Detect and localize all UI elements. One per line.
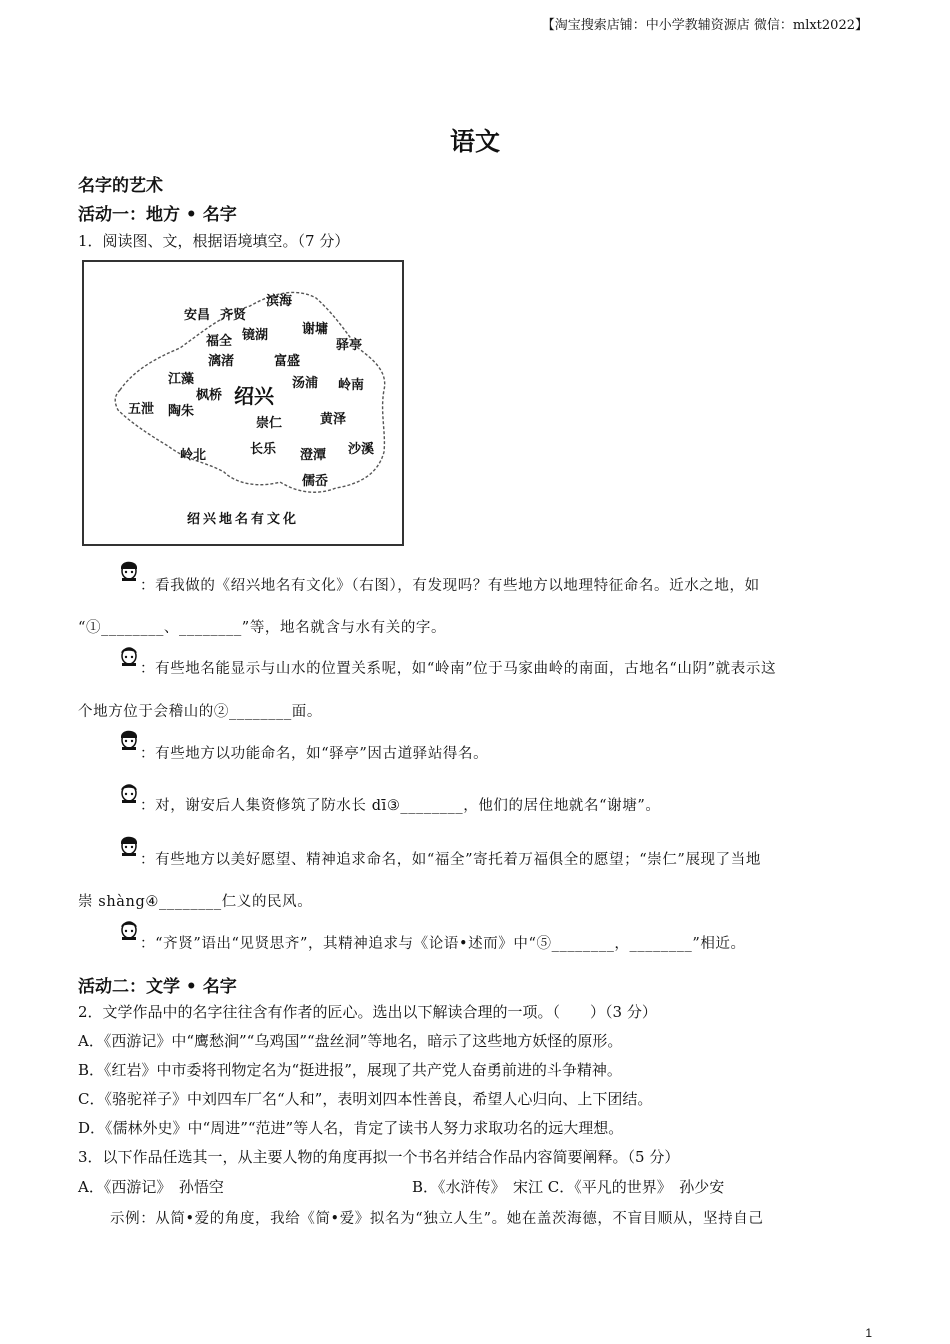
- map-label: 枫桥: [196, 388, 223, 403]
- question-3: 3．以下作品任选其一，从主要人物的角度再拟一个书名并结合作品内容简要阐释。（5 分）: [78, 1148, 680, 1166]
- q3-option-bc: B．《水浒传》 宋江 C．《平凡的世界》 孙少安: [412, 1178, 725, 1196]
- dialogue-1-line-1: ：看我做的《绍兴地名有文化》（右图），有发现吗？有些地方以地理特征命名。近水之地，如: [140, 578, 760, 594]
- map-label: 驿亭: [336, 338, 363, 353]
- option-a: A．《西游记》中“鹰愁涧”“乌鸡国”“盘丝洞”等地名，暗示了这些地方妖怪的原形。: [78, 1032, 623, 1050]
- student-face-icon: [118, 781, 140, 803]
- dialogue-5-line-1: ：有些地方以美好愿望、精神追求命名，如“福全”寄托着万福俱全的愿望；“崇仁”展现了当地: [140, 852, 761, 868]
- map-label: 福全: [206, 334, 233, 349]
- dialogue-2-line-1: ：有些地名能显示与山水的位置关系呢，如“岭南”位于马家曲岭的南面，古地名“山阴”就表示这: [140, 661, 777, 677]
- map-label: 安昌: [184, 308, 211, 323]
- example-answer: 示例：从简•爱的角度，我给《简•爱》拟名为“独立人生”。她在盖茨海德，不盲目顺从，坚持自己: [110, 1211, 764, 1227]
- map-label: 沙溪: [348, 442, 375, 457]
- question-2: 2．文学作品中的名字往往含有作者的匠心。选出以下解读合理的一项。（ ）（3 分）: [78, 1003, 657, 1021]
- shaoxing-map-figure: [82, 260, 404, 546]
- map-label: 黄泽: [320, 412, 347, 427]
- student-face-icon: [118, 834, 140, 856]
- map-label: 岭北: [180, 448, 207, 463]
- map-label: 汤浦: [292, 376, 319, 391]
- dialogue-1-line-2: “①________、________”等，地名就含与水有关的字。: [78, 620, 447, 636]
- section-title: 名字的艺术: [78, 176, 163, 196]
- map-center-label: 绍兴: [234, 384, 274, 408]
- map-label: 儒岙: [302, 474, 329, 489]
- dialogue-3-line-1: ：有些地方以功能命名，如“驿亭”因古道驿站得名。: [140, 746, 489, 762]
- map-label: 谢墉: [302, 322, 329, 337]
- question-1: 1．阅读图、文，根据语境填空。（7 分）: [78, 232, 350, 250]
- dialogue-6-line-1: ：“齐贤”语出“见贤思齐”，其精神追求与《论语•述而》中“⑤________，________”相近。: [140, 936, 746, 952]
- map-label: 岭南: [338, 378, 365, 393]
- map-label: 漓渚: [208, 354, 235, 369]
- activity1-heading: 活动一：地方 • 名字: [78, 205, 237, 225]
- student-face-icon: [118, 559, 140, 581]
- map-label: 富盛: [274, 354, 301, 369]
- page-title: 语文: [449, 127, 500, 156]
- option-b: B．《红岩》中市委将刊物定名为“挺进报”，展现了共产党人奋勇前进的斗争精神。: [78, 1061, 622, 1079]
- option-d: D．《儒林外史》中“周进”“范进”等人名，肯定了读书人努力求取功名的远大理想。: [78, 1119, 624, 1137]
- dialogue-2-line-2: 个地方位于会稽山的②________面。: [78, 704, 322, 720]
- dialogue-4-line-1: ：对，谢安后人集资修筑了防水长 dī③________，他们的居住地就名“谢塘”。: [140, 798, 661, 814]
- option-c: C．《骆驼祥子》中刘四车厂名“人和”，表明刘四本性善良，希望人心归向、上下团结。: [78, 1090, 653, 1108]
- map-label: 齐贤: [220, 308, 247, 323]
- page-number: 1: [865, 1326, 872, 1340]
- map-label: 五泄: [128, 402, 155, 417]
- student-face-icon: [118, 728, 140, 750]
- map-label: 滨海: [266, 294, 293, 309]
- map-label: 澄潭: [300, 448, 327, 463]
- student-face-icon: [118, 644, 140, 666]
- map-label: 镜湖: [242, 328, 269, 343]
- map-label: 江藻: [168, 372, 195, 387]
- q3-option-a: A．《西游记》 孙悟空: [78, 1178, 224, 1196]
- map-label: 陶朱: [168, 404, 195, 419]
- map-caption: 绍兴地名有文化: [186, 512, 299, 527]
- student-face-icon: [118, 918, 140, 940]
- dialogue-5-line-2: 崇 shàng④________仁义的民风。: [78, 894, 313, 910]
- header-note: 【淘宝搜索店铺：中小学教辅资源店 微信：mlxt2022】: [541, 18, 868, 33]
- activity2-heading: 活动二：文学 • 名字: [78, 977, 237, 997]
- map-label: 长乐: [250, 442, 277, 457]
- map-label: 崇仁: [256, 416, 283, 431]
